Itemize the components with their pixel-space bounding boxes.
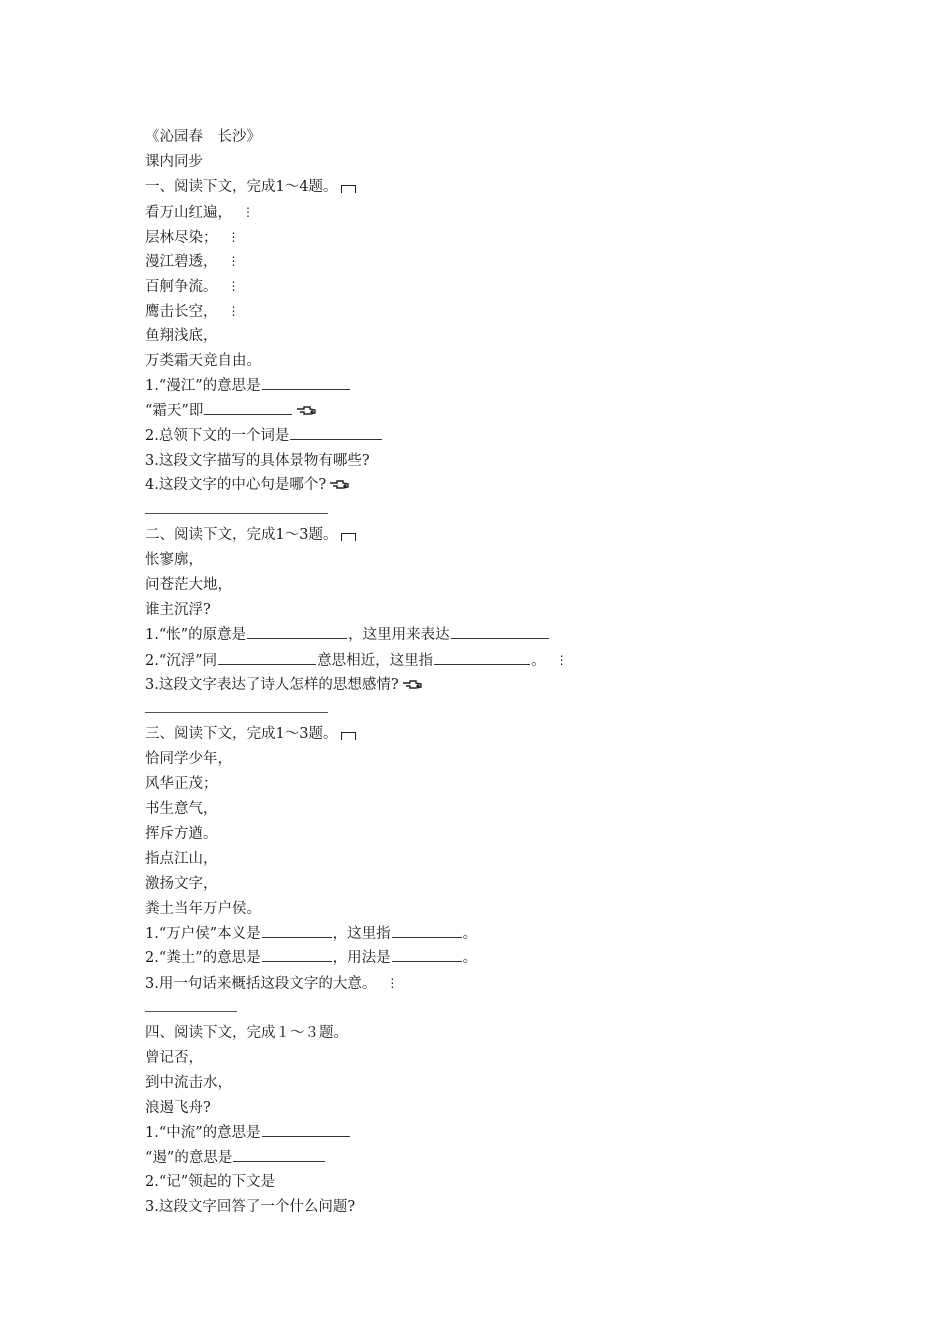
poem-line — [145, 249, 865, 274]
dots-mark-icon: ⋮ — [555, 652, 568, 667]
answer-blank[interactable] — [392, 946, 462, 962]
question-1a — [145, 1121, 865, 1146]
poem-line: 浪遏飞舟? — [145, 1099, 211, 1116]
answer-blank[interactable] — [262, 374, 350, 390]
section-2-heading — [145, 523, 865, 548]
question-text: 。 — [531, 652, 546, 669]
question-1a — [145, 374, 865, 399]
poem-text: 鹰击长空， — [145, 304, 218, 321]
question-text: “遏”的意思是 — [145, 1149, 233, 1166]
poem-line: 到中流击水， — [145, 1074, 232, 1091]
question-3 — [145, 971, 865, 996]
pointer-mark-icon — [296, 406, 318, 416]
answer-blank[interactable] — [434, 649, 530, 665]
poem-line — [145, 274, 865, 299]
dots-mark-icon: ⋮ — [242, 204, 254, 219]
poem-line: 问苍茫大地， — [145, 577, 232, 594]
question-2 — [145, 424, 865, 449]
question-3 — [145, 673, 865, 698]
bracket-mark-icon — [341, 185, 356, 193]
answer-blank[interactable] — [262, 1121, 350, 1137]
question-1 — [145, 623, 865, 648]
poem-line: 激扬文字， — [145, 875, 218, 892]
section-heading-text: 二、阅读下文，完成1～3题。 — [145, 527, 338, 544]
question-2 — [145, 648, 865, 673]
question-1b — [145, 1146, 865, 1171]
answer-blank[interactable] — [218, 649, 316, 665]
poem-line: 风华正茂； — [145, 776, 218, 793]
question-text: 3.用一句话来概括这段文字的大意。 — [145, 976, 377, 993]
poem-line: 粪土当年万户侯。 — [145, 900, 261, 917]
document-title: 《沁园春 长沙》 — [145, 129, 261, 145]
answer-line-separator[interactable] — [145, 498, 865, 523]
poem-text: 漫江碧透， — [145, 254, 218, 271]
dots-mark-icon: ⋮ — [386, 976, 399, 991]
question-text: “霜天”即 — [145, 402, 204, 419]
pointer-mark-icon — [402, 680, 424, 690]
poem-line: 万类霜天竞自由。 — [145, 353, 261, 370]
question-text: 2.“粪土”的意思是 — [145, 950, 261, 967]
poem-line: 挥斥方遒。 — [145, 825, 218, 842]
section-4-heading: 四、阅读下文，完成１～３题。 — [145, 1025, 348, 1042]
poem-line: 谁主沉浮? — [145, 601, 211, 618]
answer-blank[interactable] — [262, 946, 332, 962]
answer-line-separator[interactable] — [145, 697, 865, 722]
question-text: 1.“万户侯”本义是 — [145, 925, 261, 942]
question-3: 3.这段文字回答了一个什么问题? — [145, 1199, 356, 1216]
question-text: 1.“漫江”的意思是 — [145, 377, 261, 394]
bracket-mark-icon — [341, 732, 356, 740]
section-heading-text: 一、阅读下文，完成1～4题。 — [145, 178, 338, 195]
answer-blank[interactable] — [392, 922, 462, 938]
dots-mark-icon: ⋮ — [227, 279, 240, 294]
poem-line — [145, 225, 865, 250]
question-1 — [145, 922, 865, 947]
question-text: 1.“怅”的原意是 — [145, 626, 247, 643]
question-1b — [145, 399, 865, 424]
question-text: ，这里指 — [332, 925, 391, 942]
question-2: 2.“记”领起的下文是 — [145, 1174, 276, 1191]
dots-mark-icon: ⋮ — [227, 304, 240, 319]
poem-line: 书生意气， — [145, 801, 218, 818]
answer-blank[interactable] — [262, 922, 332, 938]
pointer-mark-icon — [329, 480, 351, 490]
poem-line: 曾记否， — [145, 1049, 203, 1066]
question-3: 3.这段文字描写的具体景物有哪些? — [145, 452, 370, 469]
document-subtitle: 课内同步 — [145, 153, 203, 170]
section-3-heading — [145, 722, 865, 747]
question-text: 意思相近，这里指 — [317, 652, 434, 669]
dots-mark-icon: ⋮ — [227, 229, 240, 244]
answer-blank[interactable] — [451, 623, 549, 639]
bracket-mark-icon — [341, 533, 356, 541]
answer-line-separator[interactable] — [145, 996, 865, 1021]
question-2 — [145, 946, 865, 971]
poem-line: 指点江山， — [145, 850, 218, 867]
question-text: 2.“沉浮”同 — [145, 652, 218, 669]
question-text: 。 — [462, 925, 478, 942]
answer-blank[interactable] — [204, 399, 292, 415]
poem-text: 看万山红遍， — [145, 204, 232, 221]
question-text: ，用法是 — [332, 950, 391, 967]
question-text: 。 — [462, 950, 478, 967]
poem-line — [145, 200, 865, 225]
poem-text: 层林尽染； — [145, 229, 218, 246]
question-text: 2.总领下文的一个词是 — [145, 427, 290, 444]
poem-line: 怅寥廓， — [145, 552, 203, 569]
question-text: 1.“中流”的意思是 — [145, 1124, 261, 1141]
question-4 — [145, 473, 865, 498]
worksheet-body — [145, 125, 865, 1220]
poem-text: 百舸争流。 — [145, 279, 218, 296]
poem-line: 恰同学少年， — [145, 751, 232, 768]
section-heading-text: 三、阅读下文，完成1～3题。 — [145, 726, 338, 743]
answer-blank[interactable] — [233, 1146, 325, 1162]
answer-blank[interactable] — [290, 424, 382, 440]
question-text: ，这里用来表达 — [348, 626, 450, 643]
question-text: 4.这段文字的中心句是哪个? — [145, 477, 327, 494]
poem-line: 鱼翔浅底， — [145, 328, 218, 345]
poem-line — [145, 299, 865, 324]
section-1-heading — [145, 175, 865, 200]
question-text: 3.这段文字表达了诗人怎样的思想感情? — [145, 676, 399, 693]
answer-blank[interactable] — [247, 623, 347, 639]
dots-mark-icon: ⋮ — [227, 254, 240, 269]
